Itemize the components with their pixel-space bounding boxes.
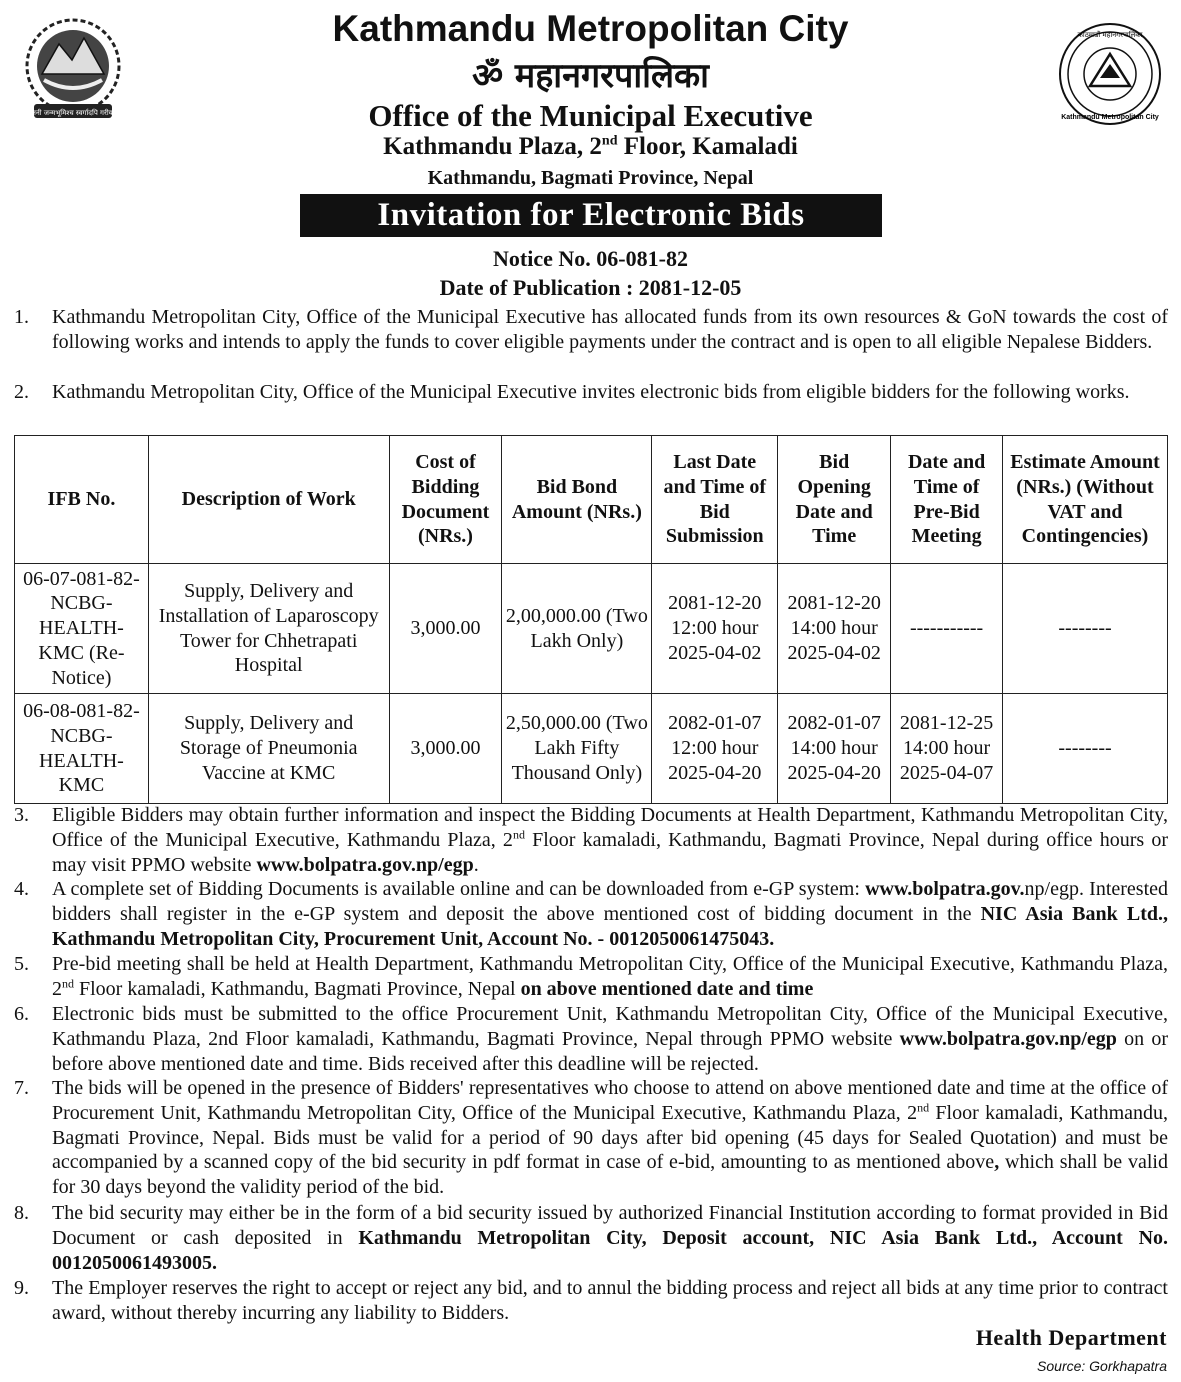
paragraph-3-sup: nd — [512, 827, 525, 842]
office-name: Office of the Municipal Executive — [368, 98, 813, 133]
header-opening: Bid Opening Date and Time — [778, 436, 891, 564]
header-cost: Cost of Bidding Document (NRs.) — [389, 436, 502, 564]
paragraph-9 — [14, 1276, 1168, 1326]
paragraph-9-text: The Employer reserves the right to accept or reject any bid, and to annul the bidding process and reject all bids at any time prior to contract award, without thereby incurring any liability to Bidders. — [52, 1277, 1168, 1324]
paragraph-3-part-c: . — [473, 853, 479, 876]
cell-description: Supply, Delivery and Storage of Pneumonia Vaccine at KMC — [148, 694, 389, 804]
cell-prebid: ----------- — [891, 564, 1003, 694]
table-row — [15, 564, 1168, 694]
paragraph-6-part-a: Electronic bids must be submitted to the office Procurement Unit, Kathmandu Metropolitan City, Office of the Municipal Executive, Kathmandu Plaza, 2nd Floor kamaladi, Kathmandu, Bagmati Province, Nepal through PPMO website — [52, 1003, 1168, 1050]
paragraph-7-number: 7. — [14, 1077, 29, 1099]
table-header-row — [15, 436, 1168, 564]
cell-ifb: 06-07-081-82-NCBG-HEALTH-KMC (Re-Notice) — [15, 564, 149, 694]
address-line-2: Kathmandu, Bagmati Province, Nepal — [427, 167, 754, 189]
paragraph-3-number: 3. — [14, 804, 29, 826]
seal-text-top: काठमाडौं महानगरपालिका — [1077, 31, 1143, 39]
seal-text: Kathmandu Metropolitan City — [1061, 114, 1159, 121]
paragraph-4-website: www.bolpatra.gov. — [865, 878, 1025, 900]
paragraph-7-bold: , — [994, 1151, 1000, 1174]
paragraph-6-text — [52, 1002, 1168, 1076]
publication-date: Date of Publication : 2081-12-05 — [439, 275, 742, 300]
paragraph-4-account: NIC Asia Bank Ltd., Kathmandu Metropolitan City, Procurement Unit, Account No. - 0012050061475043. — [52, 902, 1168, 950]
bids-table — [14, 435, 1168, 804]
paragraph-1-number: 1. — [14, 306, 29, 328]
paragraph-3-website: www.bolpatra.gov.np/egp — [256, 853, 474, 876]
paragraph-2-number: 2. — [14, 381, 29, 403]
paragraph-8 — [14, 1201, 1168, 1275]
address-line-1 — [0, 133, 1181, 161]
paragraph-6 — [14, 1002, 1168, 1076]
paragraph-7-part-c: which shall be valid for 30 days beyond the validity period of the bid. — [52, 1151, 1168, 1199]
address-line-1-pre: Kathmandu Plaza, 2 — [383, 133, 602, 160]
paragraph-3-text — [52, 803, 1168, 877]
paragraph-5-part-a: Pre-bid meeting shall be held at Health Department, Kathmandu Metropolitan City, Office of the Municipal Executive, Kathmandu Plaza, 2 — [52, 953, 1168, 1000]
emblem-motto: जननी जन्मभूमिश्च स्वर्गादपि गरीयसी — [26, 109, 120, 117]
header-submission: Last Date and Time of Bid Submission — [652, 436, 778, 564]
source-credit: Source: Gorkhapatra — [1037, 1358, 1167, 1374]
header-prebid: Date and Time of Pre-Bid Meeting — [891, 436, 1003, 564]
cell-submission: 2082-01-07 12:00 hour 2025-04-20 — [652, 694, 778, 804]
paragraph-4-part-a: A complete set of Bidding Documents is available online and can be downloaded from e-GP system: — [52, 878, 866, 900]
paragraph-5-sup: nd — [62, 976, 74, 991]
title-devanagari: ॐ महानगरपालिका — [472, 56, 709, 96]
paragraph-9-number: 9. — [14, 1277, 29, 1299]
paragraph-2-text: Kathmandu Metropolitan City, Office of the Municipal Executive invites electronic bids from eligible bidders for the following works. — [52, 381, 1130, 403]
notice-number: Notice No. 06-081-82 — [493, 246, 688, 271]
paragraph-8-part-a: The bid security may either be in the form of a bid security issued by authorized Financial Institution according to format provided in Bid Document or cash deposited in — [52, 1202, 1168, 1249]
paragraph-8-text — [52, 1201, 1168, 1275]
cell-description: Supply, Delivery and Installation of Laparoscopy Tower for Chhetrapati Hospital — [148, 564, 389, 694]
paragraph-7-sup: nd — [917, 1100, 930, 1115]
cell-estimate: -------- — [1003, 694, 1168, 804]
header-description: Description of Work — [148, 436, 389, 564]
paragraph-7-part-a: The bids will be opened in the presence of Bidders' representatives who choose to attend on above mentioned date and time at the office of Procurement Unit, Kathmandu Metropolitan City, Office of the Municipal Executive, Kathmandu Plaza, 2 — [52, 1077, 1168, 1124]
paragraph-7 — [14, 1076, 1168, 1200]
paragraph-6-website: www.bolpatra.gov.np/egp — [899, 1027, 1117, 1050]
cell-opening: 2082-01-07 14:00 hour 2025-04-20 — [778, 694, 891, 804]
cell-submission: 2081-12-20 12:00 hour 2025-04-02 — [652, 564, 778, 694]
paragraph-5-number: 5. — [14, 953, 29, 975]
paragraph-3 — [14, 803, 1168, 877]
paragraph-2 — [14, 380, 1168, 405]
header-estimate: Estimate Amount (NRs.) (Without VAT and Contingencies) — [1003, 436, 1168, 564]
page-title: Kathmandu Metropolitan City — [332, 8, 849, 49]
paragraph-1 — [14, 305, 1168, 355]
paragraph-4 — [14, 877, 1168, 951]
header-bid-bond: Bid Bond Amount (NRs.) — [502, 436, 652, 564]
paragraph-5-part-b: Floor kamaladi, Kathmandu, Bagmati Province, Nepal — [74, 977, 521, 1000]
paragraph-7-text — [52, 1076, 1168, 1200]
cell-prebid: 2081-12-25 14:00 hour 2025-04-07 — [891, 694, 1003, 804]
address-line-1-sup: nd — [601, 133, 618, 149]
address-line-1-post: Floor, Kamaladi — [617, 133, 798, 160]
paragraph-3-part-b: Floor kamaladi, Kathmandu, Bagmati Province, Nepal during office hours or may visit PPMO website — [52, 828, 1168, 876]
paragraph-3-part-a: Eligible Bidders may obtain further information and inspect the Bidding Documents at Health Department, Kathmandu Metropolitan City, Office of the Municipal Executive, Kathmandu Plaza, 2 — [52, 804, 1168, 851]
notice-banner: Invitation for Electronic Bids — [300, 194, 882, 237]
cell-bond: 2,50,000.00 (Two Lakh Fifty Thousand Only) — [502, 694, 652, 804]
paragraph-6-part-b: on or before above mentioned date and time. Bids received after this deadline will be rejected. — [52, 1027, 1168, 1075]
cell-estimate: -------- — [1003, 564, 1168, 694]
paragraph-4-part-b: np/egp. Interested bidders shall register in the e-GP system and deposit the above mentioned cost of bidding document in the — [52, 878, 1169, 925]
paragraph-7-part-b: Floor kamaladi, Kathmandu, Bagmati Province, Nepal. Bids must be valid for a period of 90 days after bid opening (45 days for Sealed Quotation) and must be accompanied by a scanned copy of the bid security in pdf format in case of e-bid, amounting to as mentioned above — [52, 1101, 1169, 1174]
cell-ifb: 06-08-081-82-NCBG-HEALTH-KMC — [15, 694, 149, 804]
cell-cost: 3,000.00 — [389, 694, 502, 804]
paragraph-8-account: Kathmandu Metropolitan City, Deposit account, NIC Asia Bank Ltd., Account No. 0012050061493005. — [52, 1226, 1169, 1274]
paragraph-5 — [14, 952, 1168, 1002]
cell-cost: 3,000.00 — [389, 564, 502, 694]
table-row — [15, 694, 1168, 804]
header-ifb-no: IFB No. — [15, 436, 149, 564]
paragraph-5-text — [52, 952, 1168, 1002]
paragraph-6-number: 6. — [14, 1003, 29, 1025]
paragraph-4-number: 4. — [14, 878, 29, 900]
department-signature: Health Department — [975, 1325, 1167, 1350]
cell-opening: 2081-12-20 14:00 hour 2025-04-02 — [778, 564, 891, 694]
cell-bond: 2,00,000.00 (Two Lakh Only) — [502, 564, 652, 694]
paragraph-4-text — [52, 877, 1168, 951]
paragraph-8-number: 8. — [14, 1202, 29, 1224]
paragraph-1-text: Kathmandu Metropolitan City, Office of the Municipal Executive has allocated funds from its own resources & GoN towards the cost of following works and intends to apply the funds to cover eligible payments under the contract and is open to all eligible Nepalese Bidders. — [52, 306, 1168, 353]
paragraph-5-bold: on above mentioned date and time — [520, 977, 814, 1000]
